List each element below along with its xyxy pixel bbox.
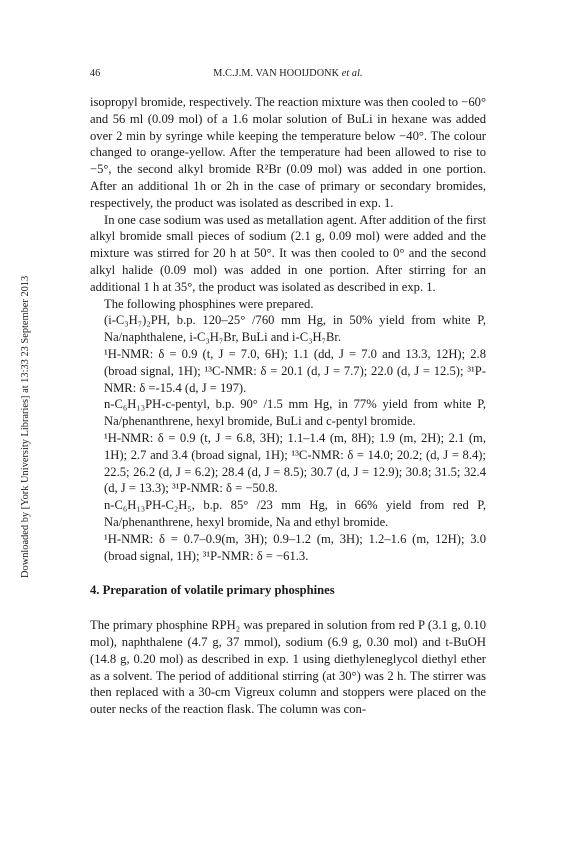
compound-entry: n-C₆H₁₃PH-c-pentyl, b.p. 90° /1.5 mm Hg, in 77% yield from white P, Na/phenanthrene, hexyl bromide, BuLi and c-pentyl bromide. bbox=[104, 397, 486, 429]
page-number: 46 bbox=[90, 68, 101, 79]
nmr-data: ¹H-NMR: δ = 0.7–0.9(m, 3H); 0.9–1.2 (m, 3H); 1.2–1.6 (m, 12H); 3.0 (broad signal, 1H); ³¹P-NMR: δ = −61.3. bbox=[104, 531, 486, 563]
nmr-data: ¹H-NMR: δ = 0.9 (t, J = 6.8, 3H); 1.1–1.4 (m, 8H); 1.9 (m, 2H); 2.1 (m, 1H); 2.7 and 3.4 (broad signal, 1H); ¹³C-NMR: δ = 14.0; 20.2; (d, J = 8.4); 22.5; 26.2 (d, J = 6.2); 28.4 (d, J = 8.5); 30.7 (d, J = 12.9); 30.8; 31.5; 32.4 (d, J = 13.3); ³¹P-NMR: δ = −50.8. bbox=[104, 430, 486, 496]
nmr-data: ¹H-NMR: δ = 0.9 (t, J = 7.0, 6H); 1.1 (dd, J = 7.0 and 13.3, 12H); 2.8 (broad signal, 1H); ¹³C-NMR: δ = 20.1 (d, J = 7.7); 22.0 (d, J = 12.5); ³¹P-NMR: δ =-15.4 (d, J = 197). bbox=[104, 346, 486, 395]
paragraph: The following phosphines were prepared. bbox=[104, 296, 314, 311]
section-heading: 4. Preparation of volatile primary phosphines bbox=[90, 583, 335, 598]
running-head bbox=[0, 68, 576, 79]
running-head-authors: M.C.J.M. VAN HOOIJDONK bbox=[213, 68, 340, 79]
paragraph: isopropyl bromide, respectively. The reaction mixture was then cooled to −60° and 56 ml (0.09 mol) of a 1.6 molar solution of BuLi in hexane was added over 2 min by syringe while keeping the temperature below −40°. The colour changed to orange-yellow. After the temperature had been allowed to rise to −5°, the second alkyl bromide R²Br (0.09 mol) was added in one portion. After an additional 1h or 2h in the case of primary or secondary bromides, respectively, the product was isolated as described in exp. 1. bbox=[90, 95, 486, 210]
paragraph: In one case sodium was used as metallation agent. After addition of the first alkyl bromide small pieces of sodium (2.1 g, 0.09 mol) were added and the mixture was stirred for 20 h at 50°. It was then cooled to 0° and the second alkyl halide (0.09 mol) was added in one portion. After stirring for an additional 1 h at 35°, the product was isolated as described in exp. 1. bbox=[90, 212, 486, 294]
body-text bbox=[90, 94, 486, 718]
compound-entry: (i-C₃H₇)₂PH, b.p. 120–25° /760 mm Hg, in 50% yield from white P, Na/naphthalene, i-C₃H₇Br, BuLi and i-C₃H₇Br. bbox=[104, 313, 486, 345]
running-head-etal: et al. bbox=[341, 68, 363, 79]
download-watermark-text: Downloaded by [York University Libraries] at 13:33 23 September 2013 bbox=[20, 275, 31, 578]
compound-entry: n-C₆H₁₃PH-C₂H₅, b.p. 85° /23 mm Hg, in 66% yield from red P, Na/phenanthrene, hexyl bromide, Na and ethyl bromide. bbox=[104, 498, 486, 529]
paragraph: The primary phosphine RPH₂ was prepared in solution from red P (3.1 g, 0.10 mol), naphthalene (4.7 g, 37 mmol), sodium (6.9 g, 0.30 mol) and t-BuOH (14.8 g, 0.20 mol) as described in exp. 1 using diethyleneglycol diethyl ether as a solvent. The period of additional stirring (at 30°) was 2 h. The stirrer was then replaced with a 30-cm Vigreux column and stoppers were placed on the outer necks of the reaction flask. The column was con- bbox=[90, 618, 486, 717]
